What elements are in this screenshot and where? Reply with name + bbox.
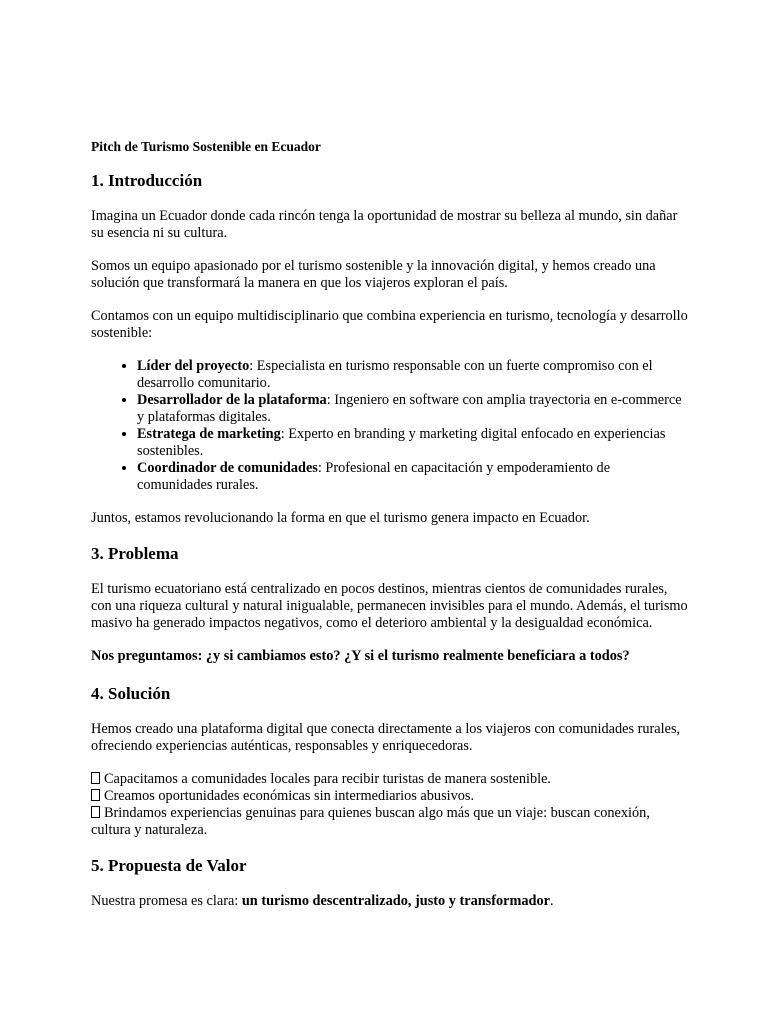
team-desc: : Ingeniero en software con amplia trayectoria en e-commerce y plataformas digitales. [137,392,682,425]
team-list-item [137,460,688,494]
value-lead: Nuestra promesa es clara: [91,893,242,909]
checkbox-glyph-icon [91,772,100,784]
problem-question: Nos preguntamos: ¿y si cambiamos esto? ¿Y si el turismo realmente beneficiara a todos? [91,648,630,664]
team-role: Estratega de marketing [137,426,281,442]
team-list-item [137,392,688,426]
intro-heading: 1. Introducción [91,171,203,190]
solution-item: Capacitamos a comunidades locales para recibir turistas de manera sostenible. [91,771,688,788]
team-desc: : Experto en branding y marketing digital enfocado en experiencias sostenibles. [137,426,666,459]
team-list-item [137,358,688,392]
team-role: Líder del proyecto [137,358,250,374]
solution-item: Creamos oportunidades económicas sin intermediarios abusivos. [91,788,688,805]
team-list [91,358,688,494]
solution-items [91,771,688,839]
solution-paragraph: Hemos creado una plataforma digital que conecta directamente a los viajeros con comunidades rurales, ofreciendo experiencias auténticas, responsables y enriquecedoras. [91,721,681,754]
problem-paragraph: El turismo ecuatoriano está centralizado en pocos destinos, mientras cientos de comunidades rurales, con una riqueza cultural y natural inigualable, permanecen invisibles para el mundo. Además, el turismo masivo ha generado impactos negativos, como el deterioro ambiental y la desigualdad económica. [91,581,688,631]
team-desc: : Profesional en capacitación y empoderamiento de comunidades rurales. [137,460,611,493]
intro-paragraph-1: Imagina un Ecuador donde cada rincón tenga la oportunidad de mostrar su belleza al mundo, sin dañar su esencia ni su cultura. [91,208,678,241]
value-heading: 5. Propuesta de Valor [91,856,247,875]
checkbox-glyph-icon [91,789,100,801]
value-paragraph [91,893,688,910]
document-title: Pitch de Turismo Sostenible en Ecuador [91,139,321,154]
checkbox-glyph-icon [91,806,100,818]
team-list-item [137,426,688,460]
solution-item: Brindamos experiencias genuinas para quienes buscan algo más que un viaje: buscan conexión, cultura y naturaleza. [91,805,650,838]
intro-paragraph-2: Somos un equipo apasionado por el turismo sostenible y la innovación digital, y hemos creado una solución que transformará la manera en que los viajeros exploran el país. [91,258,656,291]
value-end: . [550,893,554,909]
intro-paragraph-3: Contamos con un equipo multidisciplinario que combina experiencia en turismo, tecnología y desarrollo sostenible: [91,308,688,341]
problem-heading: 3. Problema [91,544,179,563]
solution-heading: 4. Solución [91,684,171,703]
team-role: Coordinador de comunidades [137,460,318,476]
intro-paragraph-4: Juntos, estamos revolucionando la forma en que el turismo genera impacto en Ecuador. [91,510,590,526]
value-bold: un turismo descentralizado, justo y transformador [241,893,551,909]
team-role: Desarrollador de la plataforma [137,392,327,408]
team-desc: : Especialista en turismo responsable con un fuerte compromiso con el desarrollo comunitario. [137,358,653,391]
